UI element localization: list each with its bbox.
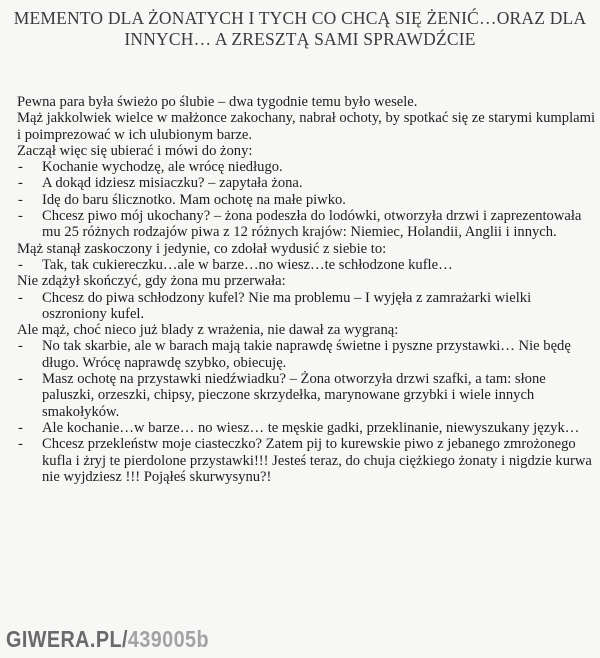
dialogue-text: Chcesz do piwa schłodzony kufel? Nie ma problemu – I wyjęła z zamrażarki wielki oszroniony kufel. <box>42 289 532 322</box>
dash-marker: - <box>18 256 23 273</box>
dialogue-line <box>17 159 597 175</box>
dialogue-text: Kochanie wychodzę, ale wrócę niedługo. <box>42 159 283 176</box>
dialogue-line <box>17 208 597 241</box>
dash-marker: - <box>18 191 23 208</box>
dash-marker: - <box>18 208 23 225</box>
dialogue-text: Tak, tak cukiereczku…ale w barze…no wiesz…te schłodzone kufle… <box>42 256 453 273</box>
dialogue-line <box>17 192 597 208</box>
dialogue-line <box>17 371 597 420</box>
dash-marker: - <box>18 436 23 453</box>
paragraph-intro: Pewna para była świeżo po ślubie – dwa tygodnie temu było wesele. <box>17 94 418 110</box>
dialogue-text: Chcesz piwo mój ukochany? – żona podeszła do lodówki, otworzyła drzwi i zaprezentowała mu 25 różnych rodzajów piwa z 12 różnych krajów: Niemiec, Holandii, Anglii i innych. <box>42 208 582 241</box>
title-line-2: INNYCH… A ZRESZTĄ SAMI SPRAWDŹCIE <box>124 29 476 49</box>
dialogue-text: Masz ochotę na przystawki niedźwiadku? – Żona otworzyła drzwi szafki, a tam: słone paluszki, orzeszki, chipsy, pieczone skrzydełka, marynowane grzybki i wiele innych smakołyków. <box>42 371 546 420</box>
document-title <box>10 8 590 50</box>
dialogue-line <box>17 290 597 323</box>
paragraph-dressing: Zaczął więc się ubierać i mówi do żony: <box>17 142 253 159</box>
story-text <box>17 94 597 485</box>
watermark-site: GIWERA.PL/ <box>6 626 128 652</box>
title-line-1: MEMENTO DLA ŻONATYCH I TYCH CO CHCĄ SIĘ ŻENIĆ…ORAZ DLA <box>13 8 587 28</box>
paragraph-surprised: Mąż stanął zaskoczony i jedynie, co zdołał wydusić z siebie to: <box>17 240 387 257</box>
dash-marker: - <box>18 419 23 436</box>
dialogue-text: No tak skarbie, ale w barach mają takie naprawdę świetne i pyszne przystawki… Nie będę długo. Wrócę naprawdę szybko, obiecuję. <box>42 338 571 371</box>
dialogue-text: Idę do baru ślicznotko. Mam ochotę na małe piwko. <box>42 191 346 208</box>
dialogue-text: Ale kochanie…w barze… no wiesz… te męskie gadki, przeklinanie, niewyszukany język… <box>42 419 580 436</box>
dash-marker: - <box>18 175 23 192</box>
paragraph-husband: Mąż jakkolwiek wielce w małżonce zakochany, nabrał ochoty, by spotkać się ze starymi kumplami i poimprezować w ich ulubionym barze. <box>17 110 596 143</box>
paragraph-pale: Ale mąż, choć nieco już blady z wrażenia, nie dawał za wygraną: <box>17 322 399 339</box>
dialogue-line <box>17 175 597 191</box>
dash-marker: - <box>18 159 23 176</box>
dialogue-line <box>17 436 597 485</box>
dash-marker: - <box>18 371 23 388</box>
site-watermark <box>6 626 209 653</box>
dash-marker: - <box>18 338 23 355</box>
dash-marker: - <box>18 289 23 306</box>
watermark-id: 439005b <box>127 626 210 652</box>
dialogue-line <box>17 338 597 371</box>
dialogue-text: A dokąd idziesz misiaczku? – zapytała żona. <box>42 175 303 192</box>
dialogue-text: Chcesz przekleństw moje ciasteczko? Zatem pij to kurewskie piwo z jebanego zmrożonego kufla i żryj te pierdolone przystawki!!! Jesteś teraz, do chuja ciężkiego żonaty i nigdzie kurwa nie wyjdziesz !!! Pojąłeś skurwysynu?! <box>42 436 592 485</box>
paragraph-interrupt: Nie zdążył skończyć, gdy żona mu przerwała: <box>17 273 286 290</box>
dialogue-line <box>17 420 597 436</box>
dialogue-line <box>17 257 597 273</box>
